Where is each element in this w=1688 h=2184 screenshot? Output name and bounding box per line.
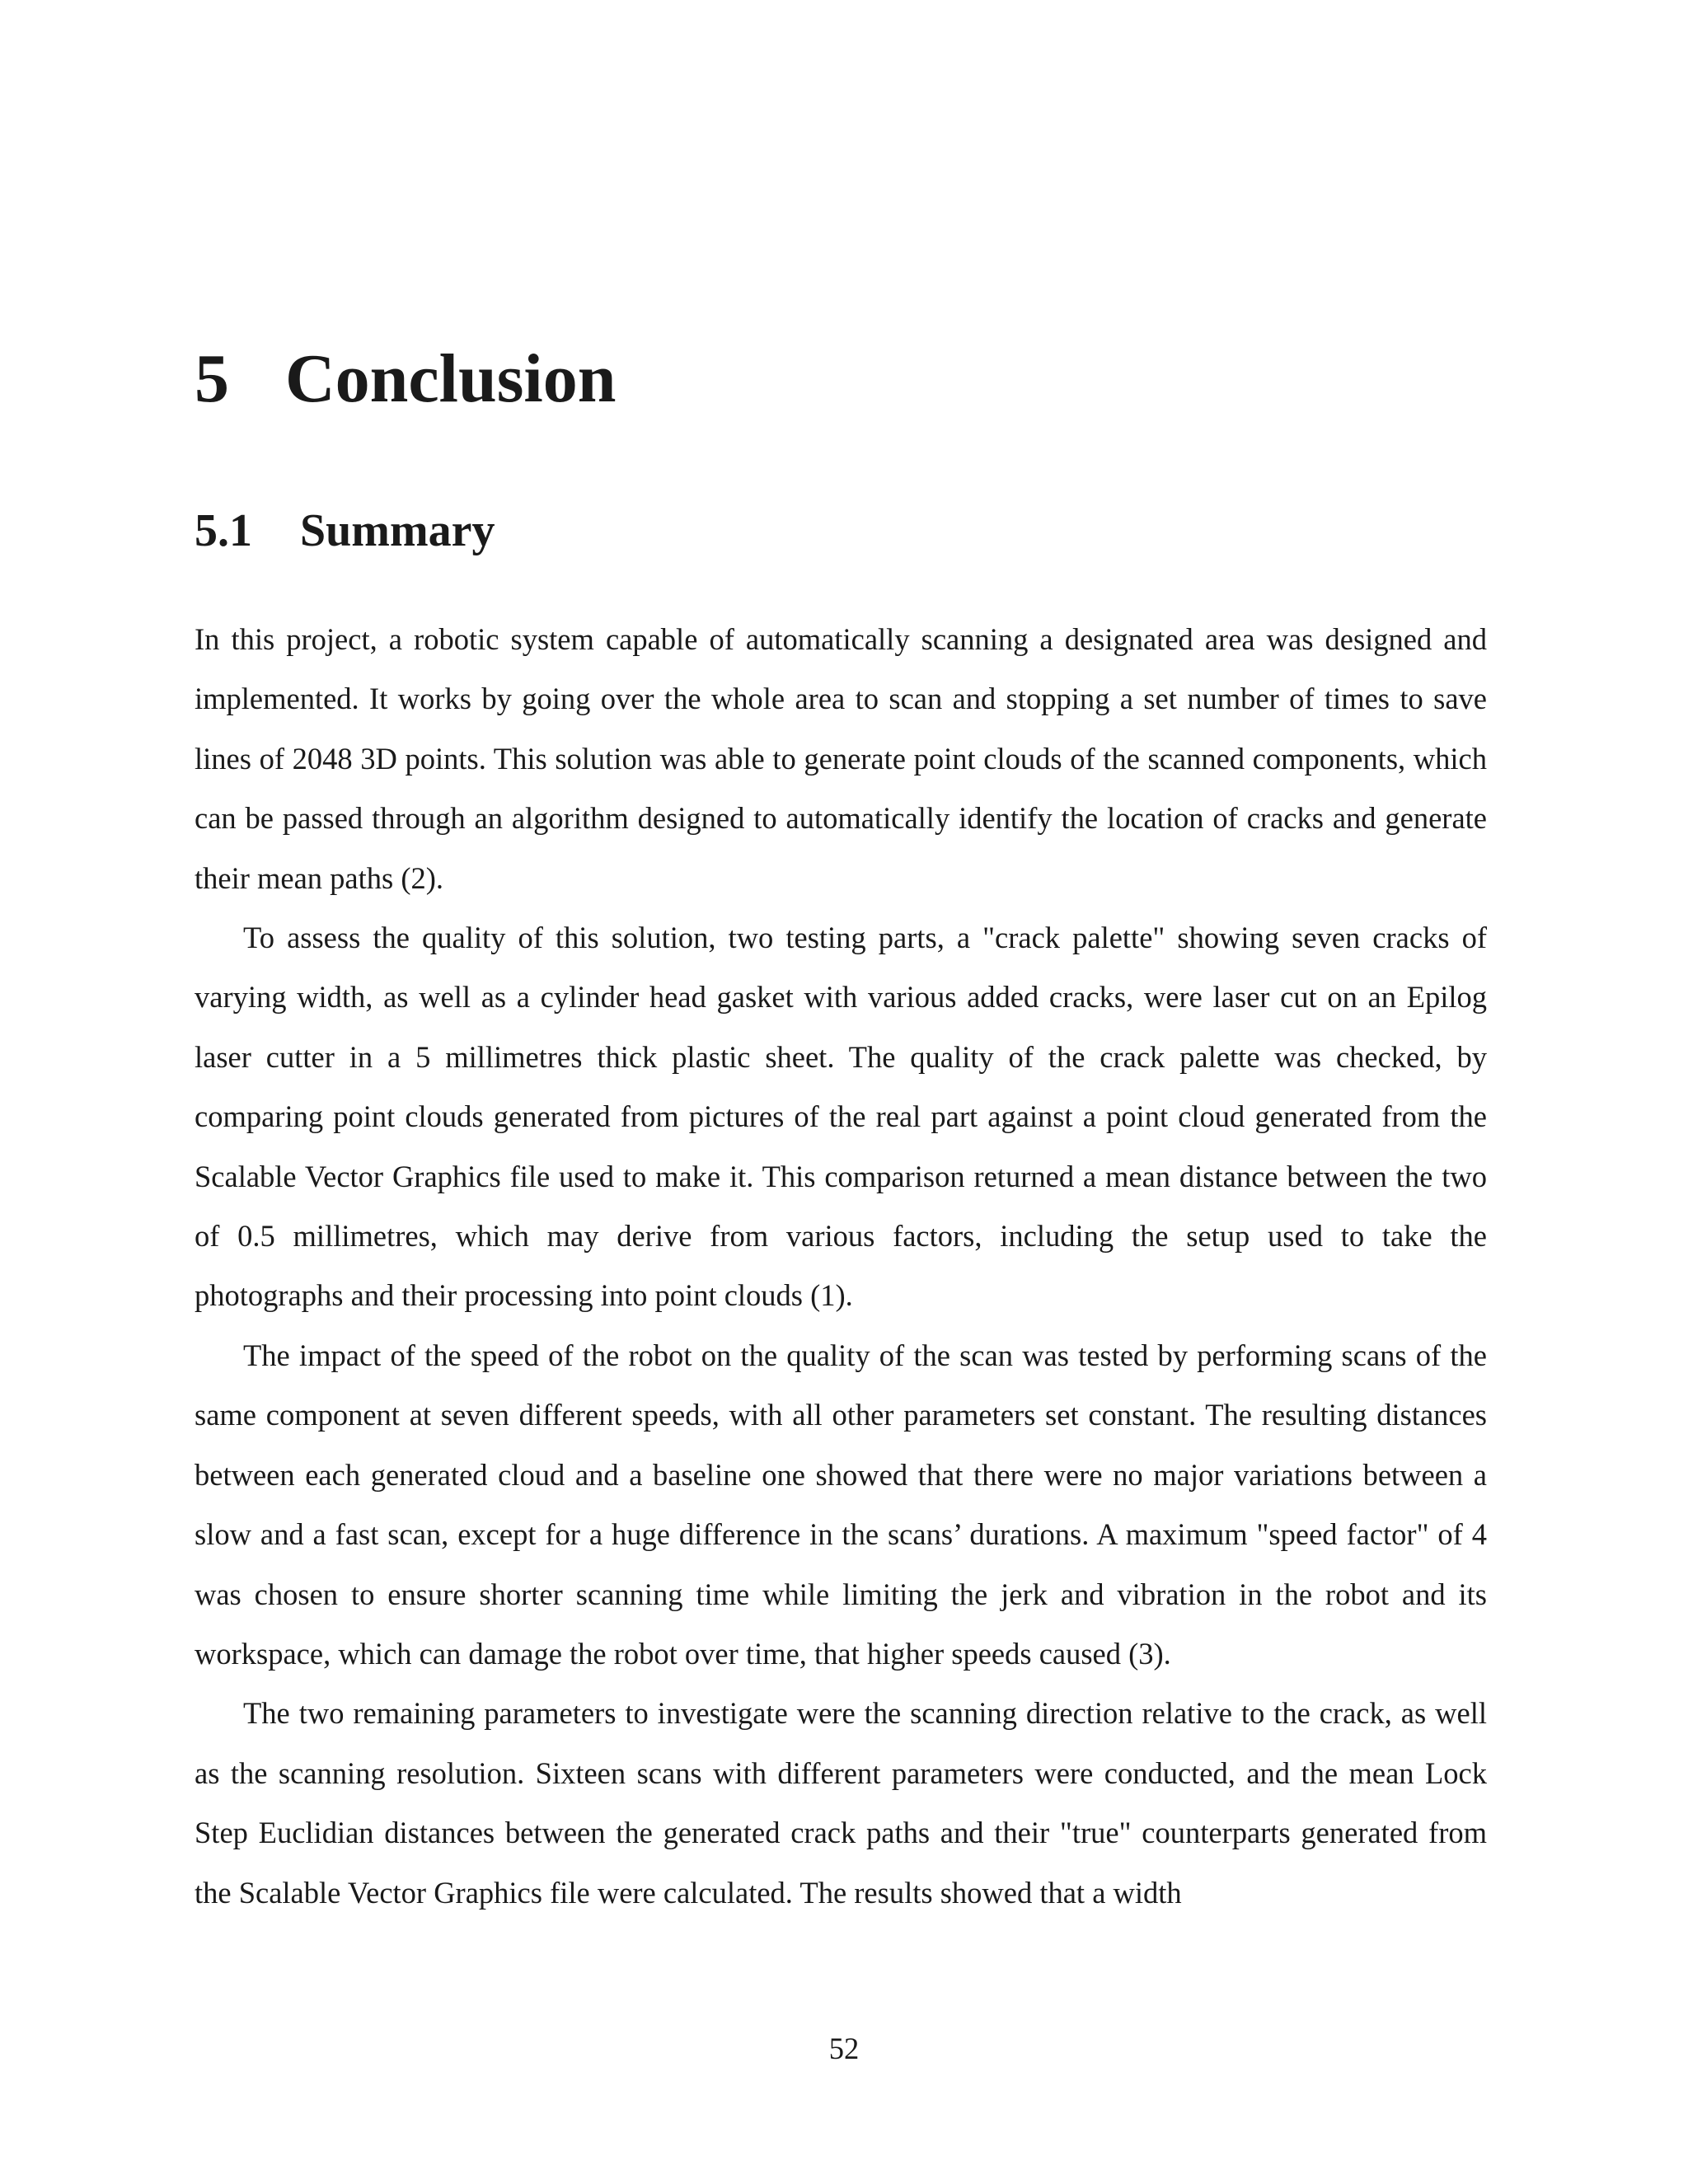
- paragraph: In this project, a robotic system capable of automatically scanning a designated area was designed and implemented. It works by going over the whole area to scan and stopping a set number of times to save lines of 2048 3D points. This solution was able to generate point clouds of the scanned components, which can be passed through an algorithm designed to automatically identify the location of cracks and generate their mean paths (2).: [195, 622, 1487, 895]
- paragraph: To assess the quality of this solution, two testing parts, a "crack palette" showing seven cracks of varying width, as well as a cylinder head gasket with various added cracks, were laser cut on an Epilog laser cutter in a 5 millimetres thick plastic sheet. The quality of the crack palette was checked, by comparing point clouds generated from pictures of the real part against a point cloud generated from the Scalable Vector Graphics file used to make it. This comparison returned a mean distance between the two of 0.5 millimetres, which may derive from various factors, including the setup used to take the photographs and their processing into point clouds (1).: [195, 921, 1487, 1313]
- chapter-title: Conclusion: [285, 340, 617, 417]
- section-title: Summary: [300, 505, 495, 556]
- body-text: [195, 610, 1487, 1923]
- chapter-heading: [195, 340, 617, 417]
- paragraph: The two remaining parameters to investigate were the scanning direction relative to the crack, as well as the scanning resolution. Sixteen scans with different parameters were conducted, and the mean Lock Step Euclidian distances between the generated crack paths and their "true" counterparts generated from the Scalable Vector Graphics file were calculated. The results showed that a width: [195, 1696, 1487, 1910]
- section-heading: [195, 505, 495, 556]
- paragraph: The impact of the speed of the robot on the quality of the scan was tested by performing scans of the same component at seven different speeds, with all other parameters set constant. The resulting distances between each generated cloud and a baseline one showed that there were no major variations between a slow and a fast scan, except for a huge difference in the scans’ durations. A maximum "speed factor" of 4 was chosen to ensure shorter scanning time while limiting the jerk and vibration in the robot and its workspace, which can damage the robot over time, that higher speeds caused (3).: [195, 1338, 1487, 1671]
- section-number: 5.1: [195, 505, 252, 556]
- page-number: 52: [828, 2032, 860, 2065]
- chapter-number: 5: [195, 340, 229, 417]
